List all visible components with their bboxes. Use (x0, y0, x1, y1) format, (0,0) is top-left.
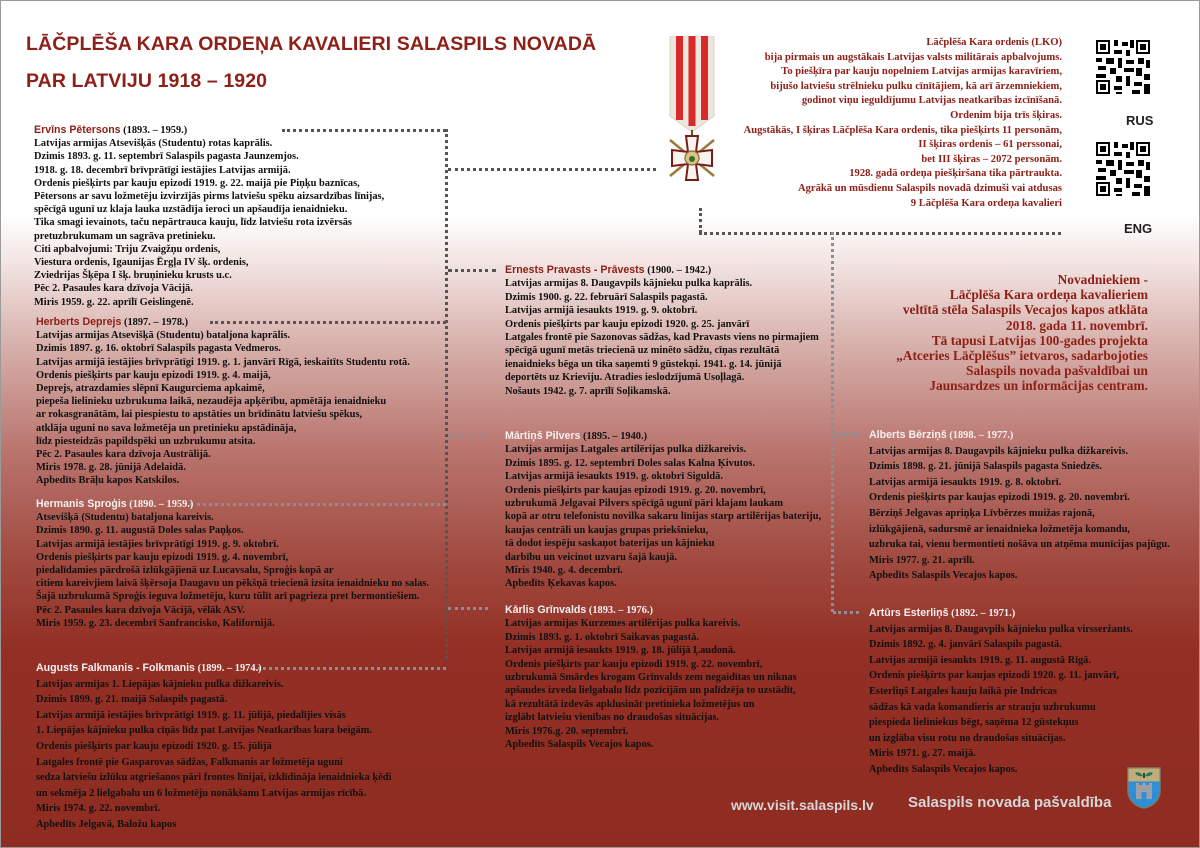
cavalier-name: Kārlis Grīnvalds (505, 604, 587, 616)
bio-line: Apbedīts Jelgavā, Baložu kapos (36, 818, 177, 830)
stele-line: veltītā stēla Salaspils Vecajos kapos atklāta (902, 302, 1148, 318)
cavalier-years: (1893. – 1976.) (588, 605, 653, 616)
municipality-name: Salaspils novada pašvaldība (908, 794, 1112, 811)
bio-line: uzbruka tai, vienu bermontieti nošāva un atņēma munīcijas pajūgu. (869, 539, 1170, 551)
bio-line: Latvijas armijas Kurzemes artilērijas pulka kareivis. (505, 618, 741, 630)
stele-line: Tā tapusi Latvijas 100-gades projekta (931, 332, 1148, 348)
bio-line: Atsevišķā (Studentu) bataljona kareivis. (36, 512, 214, 524)
stele-description (896, 272, 1148, 394)
qr-label-eng: ENG (1124, 221, 1153, 236)
connector-line (445, 129, 448, 659)
bio-line: Latvijas armijā iestājies brīvprātīgi 1919. g. 11. jūlijā, piedalījies visās (36, 709, 346, 721)
bio-line: izlūkgājienā, sadursmē ar ienaidnieka ložmetēja komandu, (869, 523, 1131, 535)
lko-line: bijušo latviešu strēlnieku pulku cīnītājiem, kā arī ārzemniekiem, (770, 80, 1062, 92)
bio-line: citiem kareivjiem laivā šķērsoja Daugavu un pēkšņā triecienā izsita ienaidnieku no salas. (36, 578, 429, 590)
bio-line: Apbedīts Salaspils Vecajos kapos. (869, 570, 1018, 582)
bio-line: Miris 1978. g. 28. jūnijā Adelaidā. (36, 462, 186, 474)
bio-line: Latgales frontē pie Gasparovas sādžas, Falkmanis ar ložmetēja uguni (36, 756, 343, 768)
lko-line: godinot viņu ieguldījumu Latvijas neatkarības izcīnīšanā. (801, 95, 1062, 107)
bio-line: Pētersons ar savu ložmetēju izvirzījās pirms latviešu spēku aizsardzības līnijas, (34, 191, 385, 203)
bio-line: Tika smagi ievainots, taču nepārtrauca kauju, līdz latviešu rota izvērsās (34, 217, 352, 229)
bio-line: Dzimis 1890. g. 11. augustā Doles salas Paņķos. (36, 525, 244, 537)
bio-line: Ordenis piešķirts par kauju epizodi 1919. g. 22. maijā pie Piņķu baznīcas, (34, 177, 360, 189)
bio-line: Ordenis piešķirts par kauju epizodi 1919. g. 4. novembrī, (36, 551, 289, 563)
bio-line: Apbedīts Ķekavas kapos. (505, 578, 617, 590)
bio-line: līdz piesteidzās papildspēki un uzbrukumu atsita. (36, 435, 256, 447)
bio-line: kopā ar otru telefonistu novilka sakaru līnijas starp artilērijas bateriju, (505, 511, 822, 523)
stele-line: „Atceries Lāčplēšus” ietvaros, sadarbojoties (896, 348, 1148, 364)
bio-line: piedalīdamies pārdrošā izlūkgājienā uz Lucavsalu, Sproģis kopā ar (36, 565, 334, 577)
bio-line: Ordenis piešķirts par kaujas epizodi 1919. g. 20. novembrī, (505, 484, 766, 496)
cavalier-bio-pilvers (505, 430, 821, 591)
stele-line: 2018. gada 11. novembrī. (1005, 317, 1148, 333)
bio-line: Dzimis 1900. g. 22. februārī Salaspils pagastā. (505, 291, 708, 303)
bio-line: ar rokasgranātām, lai piespiestu to apstāties un brīdinātu latviešu spēkus, (36, 409, 363, 421)
medal-icon (660, 36, 724, 182)
cavalier-name: Ernests Pravasts - Prāvests (505, 264, 645, 276)
bio-line: darbību un veicinot uzvaru šajā kaujā. (505, 551, 678, 563)
qr-code-rus-icon[interactable] (1094, 38, 1152, 96)
bio-line: Latvijas armijas 8. Daugavpils kājnieku pulka kaprālis. (505, 278, 753, 290)
cavalier-name: Ervīns Pētersons (34, 124, 121, 136)
bio-line: Bērziņš Jelgavas apriņķa Līvbērzes muižas rajonā, (869, 507, 1095, 519)
bio-line: Miris 1976.g. 20. septembrī. (505, 725, 629, 737)
bio-line: Latvijas armijas Atsevišķās (Studentu) rotas kaprālis. (34, 138, 273, 150)
bio-line: Latvijas armijā iestājies brīvprātīgi 1919. g. 9. oktobrī. (36, 538, 279, 550)
bio-line: uzbrukumā Jelgavai Pilvers spēcīgā ugunī pāri klajam laukam (505, 498, 783, 510)
bio-line: Pēc 2. Pasaules kara dzīvoja Vācijā, vēlāk ASV. (36, 604, 246, 616)
connector-line (448, 168, 656, 171)
bio-line: Pēc 2. Pasaules kara dzīvoja Vācijā. (34, 283, 193, 295)
lko-line: 1928. gadā ordeņa piešķiršana tika pārtraukta. (849, 168, 1062, 180)
bio-line: un izglāba visu rotu no draudošas situācijas. (869, 732, 1066, 744)
bio-line: izglābt latviešu vienības no draudošas situācijas. (505, 712, 720, 724)
cavalier-years: (1898. – 1977.) (949, 430, 1014, 441)
cavalier-bio-grinvalds (505, 604, 797, 751)
bio-line: Nošauts 1942. g. 7. aprīlī Soļikamskā. (505, 385, 671, 397)
bio-line: deportēts uz Krieviju. Atradies ieslodzījumā Usoļlagā. (505, 372, 745, 384)
bio-line: Dzimis 1892. g. 4. janvārī Salaspils pagastā. (869, 639, 1062, 651)
connector-line (699, 232, 1061, 235)
cavalier-bio-petersons (34, 124, 384, 309)
bio-line: spēcīgā ugunī metās triecienā uz minēto sādžu, cīņas rezultātā (505, 345, 780, 357)
bio-line: Latvijas armijā iesaukts 1919. g. 18. jūlijā Ļaudonā. (505, 645, 736, 657)
lko-line: 9 Lāčplēša Kara ordeņa kavalieri (910, 197, 1062, 209)
bio-line: Citi apbalvojumi: Triju Zvaigžņu ordenis, (34, 243, 221, 255)
lko-line: To piešķīra par kauju nopelniem Latvijas armijas karavīriem, (781, 66, 1062, 78)
connector-line (448, 434, 488, 437)
bio-line: Latvijas armijā iesaukts 1919. g. oktobrī Siguldā. (505, 471, 723, 483)
bio-line: Miris 1959. g. 23. decembrī Sanfrancisko, Kalifornijā. (36, 617, 275, 629)
bio-line: tā dodot iespēju saskaņot baterijas un kājnieku (505, 538, 715, 550)
bio-line: Miris 1940. g. 4. decembrī. (505, 565, 623, 577)
lko-line: Agrākā un mūsdienu Salaspils novadā dzimuši vai atdusas (797, 182, 1062, 194)
bio-line: 1918. g. 18. decembrī brīvprātīgi iestājies Latvijas armijā. (34, 164, 291, 176)
cavalier-bio-pravasts (505, 264, 819, 398)
connector-line (831, 232, 834, 612)
bio-line: Miris 1959. g. 22. aprīlī Geislingenē. (34, 296, 194, 308)
bio-line: ienaidnieks bēga un tika saņemti 9 gūstekņi. 1941. g. 14. jūnijā (505, 358, 782, 370)
bio-line: Apbedīts Salaspils Vecajos kapos. (505, 739, 654, 751)
cavalier-name: Augusts Falkmanis - Folkmanis (36, 662, 195, 674)
cavalier-years: (1890. – 1959.) (129, 499, 194, 510)
stele-line: Salaspils novada pašvaldībai un (966, 363, 1148, 379)
bio-line: Apbedīts Salaspils Vecajos kapos. (869, 763, 1018, 775)
lko-line: bija pirmais un augstākais Latvijas valsts militārais apbalvojums. (764, 51, 1062, 63)
bio-line: Ordenis piešķirts par kauju epizodi 1920. g. 15. jūlijā (36, 740, 272, 752)
cavalier-bio-berzins (869, 428, 1170, 584)
stele-line: Lāčplēša Kara ordeņa kavalieriem (949, 287, 1148, 303)
cavalier-years: (1895. – 1940.) (582, 431, 648, 442)
bio-line: Latvijas armijas Atsevišķā (Studentu) bataljona kaprālis. (36, 330, 291, 342)
lko-line: Augstākās, I šķiras Lāčplēša Kara ordenis, tika piešķirts 11 personām, (743, 124, 1062, 136)
qr-label-rus: RUS (1126, 113, 1154, 128)
bio-line: Dzimis 1898. g. 21. jūnijā Salaspils pagasta Sniedzēs. (869, 461, 1102, 473)
bio-line: Latvijas armijas 8. Daugavpils kājnieku pulka dižkareivis. (869, 445, 1129, 457)
bio-line: Dzimis 1893. g. 1. oktobrī Saikavas pagastā. (505, 631, 699, 643)
bio-line: Dzimis 1895. g. 12. septembrī Doles salas Kalna Ķivutos. (505, 457, 755, 469)
bio-line: pretuzbrukumam un sagrāva pretinieku. (34, 230, 216, 242)
cavalier-years: (1900. – 1942.) (647, 265, 712, 276)
bio-line: Deprejs, atrazdamies slēpnī Kaugurciema apkaimē, (36, 383, 265, 395)
lko-line: II šķiras ordenis – 61 perssonai, (918, 139, 1062, 151)
bio-line: sedza latviešu izlūku atgriešanos pāri frontes līnijai, izklīdināja ienaidnieka ķēdi (36, 772, 392, 784)
connector-line (833, 433, 859, 436)
cavalier-bio-esterlins (869, 606, 1133, 778)
bio-line: sādžas kā vada komandieris ar strauju uzbrukumu (869, 701, 1096, 713)
bio-line: atklāja uguni no sava ložmetēja un pretinieku apstādināja, (36, 422, 297, 434)
bio-line: Miris 1974. g. 22. novembrī. (36, 803, 161, 815)
bio-line: Zviedrijas Šķēpa I šķ. bruņinieku krusts u.c. (34, 270, 232, 282)
bio-line: Dzimis 1897. g. 16. oktobrī Salaspils pagasta Vedmeros. (36, 343, 281, 355)
stele-line: Novadniekiem - (1057, 272, 1148, 287)
bio-line: kā rezultātā izdevās apklusināt pretinieka ložmetējus un (505, 698, 755, 710)
bio-line: Šajā uzbrukumā Sproģis ieguva ložmetēju, kuru tūlīt arī pagrieza pret bermontiešiem. (36, 591, 420, 603)
bio-line: Ordenis piešķirts par kaujas epizodi 1919. g. 20. novembrī. (869, 492, 1130, 504)
bio-line: piepeša lielinieku uzbrukuma laikā, nezaudēja apķērību, apmētāja ienaidnieku (36, 396, 387, 408)
coat-of-arms-icon (1127, 767, 1161, 809)
cavalier-years: (1899. – 1974.) (197, 663, 262, 674)
lko-description (744, 36, 1062, 211)
cavalier-years: (1897. – 1978.) (124, 317, 189, 328)
page-subtitle: PAR LATVIJU 1918 – 1920 (26, 70, 268, 92)
bio-line: Latvijas armijā iestājies brīvprātīgi 1919. g. 1. janvārī Rīgā, ieskaitīts Studentu rotā. (36, 356, 410, 368)
website-link[interactable]: www.visit.salaspils.lv (731, 797, 874, 813)
bio-line: Ordenis piešķirts par kaujas epizodi 1920. g. 11. janvārī, (869, 670, 1119, 682)
lko-line: Lāčplēša Kara ordenis (LKO) (926, 37, 1062, 48)
bio-line: uzbrukumā Smārdes krogam Grīnvalds zem negaidītas un niknas (505, 672, 797, 684)
lko-line: Ordenim bija trīs šķiras. (950, 109, 1062, 121)
bio-line: Ordenis piešķirts par kauju epizodi 1919. g. 22. novembrī, (505, 658, 763, 670)
bio-line: Dzimis 1899. g. 21. maijā Salaspils pagastā. (36, 694, 228, 706)
cavalier-bio-falkmanis (36, 661, 391, 833)
connector-line (448, 607, 488, 610)
cavalier-name: Artūrs Esterliņš (869, 607, 949, 619)
cavalier-name: Alberts Bērziņš (869, 429, 947, 441)
bio-line: Latvijas armijas Latgales artilērijas pulka dižkareivis. (505, 444, 747, 456)
bio-line: Latvijas armijas 1. Liepājas kājnieku pulka dižkareivis. (36, 678, 284, 690)
bio-line: apšaudes izveda lielgabalu līdz pozīcijām un palīdzēja to uzstādīt, (505, 685, 796, 697)
cavalier-name: Mārtiņš Pilvers (505, 430, 581, 442)
bio-line: piespieda lieliniekus bēgt, saņēma 12 gūstekņus (869, 717, 1079, 729)
qr-code-eng-icon[interactable] (1094, 140, 1152, 198)
bio-line: Miris 1971. g. 27. maijā. (869, 748, 976, 760)
cavalier-bio-sprogis (36, 498, 429, 630)
connector-line (699, 208, 702, 233)
bio-line: un sekmēja 2 lielgabalu un 6 ložmetēju nonākšanu Latvijas armijas rīcībā. (36, 787, 366, 799)
bio-line: spēcīgā ugunī uz klaja lauka uzstādīja ieroci un apšaudīja ienaidnieku. (34, 204, 348, 216)
bio-line: Latvijas armijā iesaukts 1919. g. 9. oktobrī. (505, 305, 698, 317)
connector-line (448, 269, 496, 272)
bio-line: Ordenis piešķirts par kauju epizodi 1920. g. 25. janvārī (505, 318, 750, 330)
cavalier-years: (1893. – 1959.) (123, 125, 188, 136)
bio-line: Viestura ordenis, Igaunijas Ērgļa IV šķ. ordenis, (34, 257, 249, 269)
connector-line (833, 611, 859, 614)
bio-line: Latgales frontē pie Sazonovas sādžas, kad Pravasts viens no pirmajiem (505, 332, 819, 344)
bio-line: 1. Liepājas kājnieku pulka cīņās līdz pat Latvijas Neatkarības kara beigām. (36, 725, 373, 737)
bio-line: Miris 1977. g. 21. aprīlī. (869, 554, 975, 566)
bio-line: Pēc 2. Pasaules kara dzīvoja Austrālijā. (36, 449, 211, 461)
page-title: LĀČPLĒŠA KARA ORDEŅA KAVALIERI SALASPILS NOVADĀ (26, 33, 597, 55)
lko-line: bet III šķiras – 2072 personām. (921, 153, 1062, 165)
cavalier-name: Hermanis Sproģis (36, 498, 127, 510)
stele-line: Jaunsardzes un informācijas centram. (929, 378, 1148, 394)
bio-line: Latvijas armijā iesaukts 1919. g. 8. oktobrī. (869, 476, 1062, 488)
bio-line: Esterliņš Latgales kauju laikā pie Indricas (869, 685, 1057, 697)
bio-line: Dzimis 1893. g. 11. septembrī Salaspils pagasta Jaunzemjos. (34, 151, 299, 163)
bio-line: Latvijas armijas 8. Daugavpils kājnieku pulka virsseržants. (869, 623, 1133, 635)
bio-line: Ordenis piešķirts par kauju epizodi 1919. g. 4. maijā, (36, 369, 271, 381)
cavalier-bio-deprejs (36, 316, 410, 488)
cavalier-years: (1892. – 1971.) (951, 608, 1016, 619)
bio-line: Apbedīts Brāļu kapos Katskilos. (36, 475, 180, 487)
bio-line: kaujas centrāli un kaujas grupas priekšnieku, (505, 524, 709, 536)
cavalier-name: Herberts Deprejs (36, 316, 122, 328)
bio-line: Latvijas armijā iesaukts 1919. g. 11. augustā Rīgā. (869, 654, 1091, 666)
